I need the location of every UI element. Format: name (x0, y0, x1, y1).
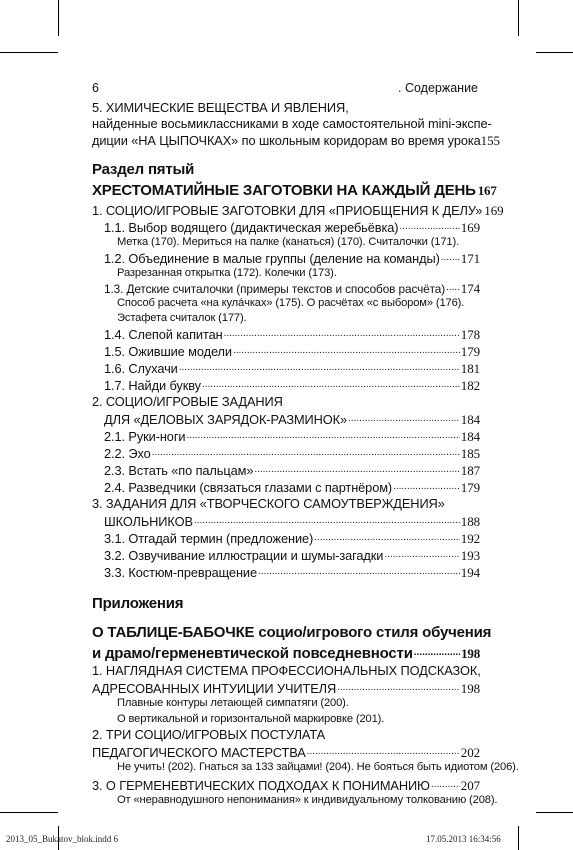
toc-entry (92, 744, 480, 761)
toc-page-number: 185 (460, 445, 480, 461)
toc-entry-label: ДЛЯ «ДЕЛОВЫХ ЗАРЯДОК-РАЗМИНОК» (104, 411, 348, 427)
toc-page-number: 171 (460, 250, 480, 266)
print-slug-filename: 2013_05_Bukatov_blok.indd 6 (6, 834, 118, 844)
leader-dots (399, 219, 459, 232)
toc-entry (104, 411, 480, 428)
toc-page-number: 187 (460, 462, 480, 478)
toc-entry-label: 1.2. Объединение в малые группы (деление на команды) (104, 250, 440, 266)
toc-entry-label: 2.1. Руки-ноги (104, 428, 186, 444)
toc-entry-label: 2. СОЦИО/ИГРОВЫЕ ЗАДАНИЯ (92, 394, 283, 409)
toc-entry-label: ПЕДАГОГИЧЕСКОГО МАСТЕРСТВА (92, 744, 306, 760)
toc-page-number: 178 (460, 326, 480, 342)
toc-page-number: 181 (460, 360, 480, 376)
toc-page-number: 184 (460, 411, 480, 427)
leader-dots (224, 326, 460, 339)
toc-page-number: 198 (460, 680, 480, 696)
leader-dots (393, 479, 460, 492)
toc-entry (104, 479, 480, 496)
toc-entry (104, 513, 480, 530)
toc-entry (104, 360, 480, 377)
toc-page-number: 194 (460, 564, 480, 580)
print-slug-timestamp: 17.05.2013 16:34:56 (426, 834, 501, 844)
leader-dots (186, 428, 459, 441)
toc-entry (92, 680, 480, 697)
section-heading: Раздел пятый (92, 161, 195, 178)
section-title (92, 180, 497, 199)
toc-subnote: Метка (170). Мериться на палке (канаться) (170). Считалочки (171). (117, 236, 460, 248)
toc-entry (92, 777, 480, 794)
toc-entry-label: 1.7. Найди букву (104, 377, 201, 393)
leader-dots (307, 744, 460, 757)
leader-dots (441, 250, 460, 263)
toc-entry (104, 281, 480, 297)
toc-page-number: 198 (461, 646, 480, 661)
toc-entry (104, 547, 480, 564)
leader-dots (431, 777, 460, 790)
toc-entry-5-line2: найденные восьмиклассниками в ходе самостоятельной mini-экспе- (92, 116, 492, 131)
toc-entry (104, 564, 480, 581)
crop-mark (0, 52, 58, 53)
leader-dots (179, 360, 460, 373)
toc-page-number: 155 (480, 133, 500, 148)
crop-mark (536, 52, 573, 53)
toc-entry-5-line1: 5. ХИМИЧЕСКИЕ ВЕЩЕСТВА И ЯВЛЕНИЯ, (92, 100, 349, 115)
toc-entry-label: 1.5. Ожившие модели (104, 343, 232, 359)
leader-dots (348, 411, 460, 424)
toc-entry (104, 530, 480, 547)
toc-entry-label: и драмо/герменевтической повседневности (92, 645, 413, 662)
crop-mark (518, 0, 519, 36)
toc-subnote: От «неравнодушного непонимания» к индивидуальному толкованию (208). (117, 794, 498, 806)
toc-entry (104, 343, 480, 360)
crop-mark (536, 812, 573, 813)
leader-dots (194, 513, 460, 526)
toc-subnote: Разрезанная открытка (172). Колечки (173). (117, 267, 337, 279)
leader-dots (384, 547, 459, 560)
toc-subnote: Способ расчета «на кулáчках» (175). О расчётах «с выбором» (176). (117, 297, 465, 309)
toc-entry-label: 1. НАГЛЯДНАЯ СИСТЕМА ПРОФЕССИОНАЛЬНЫХ ПОДСКАЗОК, (92, 663, 481, 678)
toc-entry-label: 3.1. Отгадай термин (предложение) (104, 530, 314, 546)
toc-page-number: 207 (460, 777, 480, 793)
leader-dots (258, 564, 460, 577)
appendix-title-line2 (92, 643, 480, 662)
toc-entry-label: 3.3. Костюм-превращение (104, 564, 257, 580)
toc-entry (92, 202, 504, 219)
toc-entry (104, 377, 480, 394)
toc-subnote: О вертикальной и горизонтальной маркировке (201). (117, 713, 385, 725)
section-title-label: ХРЕСТОМАТИЙНЫЕ ЗАГОТОВКИ НА КАЖДЫЙ ДЕНЬ (92, 182, 476, 199)
toc-entry-label: 3. О ГЕРМЕНЕВТИЧЕСКИХ ПОДХОДАХ К ПОНИМАНИЮ (92, 777, 430, 793)
toc-entry (104, 219, 480, 236)
toc-page-number: 192 (460, 530, 480, 546)
toc-entry-label: ШКОЛЬНИКОВ (104, 513, 193, 529)
crop-mark (518, 826, 519, 850)
toc-page-number: 169 (484, 202, 504, 218)
toc-entry-label: 2.4. Разведчики (связаться глазами с партнёром) (104, 479, 393, 495)
toc-page-number: 182 (460, 377, 480, 393)
toc-entry-label: 2. ТРИ СОЦИО/ИГРОВЫХ ПОСТУЛАТА (92, 727, 326, 742)
leader-dots (446, 281, 460, 293)
toc-entry (104, 250, 480, 267)
toc-page-number: 184 (460, 428, 480, 444)
toc-page-number: 179 (460, 479, 480, 495)
leader-dots (233, 343, 460, 356)
toc-entry-label: диции «НА ЦЫПОЧКАХ» по школьным коридорам во время урока (92, 133, 481, 148)
leader-dots (254, 462, 459, 475)
leader-dots (337, 680, 460, 693)
toc-entry-label: 3. ЗАДАНИЯ ДЛЯ «ТВОРЧЕСКОГО САМОУТВЕРЖДЕНИЯ» (92, 496, 445, 511)
toc-entry (104, 428, 480, 445)
toc-entry (104, 445, 480, 462)
crop-mark (0, 812, 58, 813)
toc-subnote: Плавные контуры летающей симпатяги (200). (117, 697, 349, 709)
toc-entry-label: 1.1. Выбор водящего (дидактическая жеребьёвка) (104, 219, 399, 235)
appendix-heading: Приложения (92, 595, 184, 612)
toc-page-number: 169 (460, 219, 480, 235)
leader-dots (314, 530, 460, 543)
toc-entry-label: 1.3. Детские считалочки (примеры текстов и способов расчёта) (104, 282, 446, 296)
toc-page-number: 188 (460, 513, 480, 529)
toc-page-number: 202 (460, 744, 480, 760)
running-header: . Содержание (398, 81, 478, 95)
toc-entry-label: 2.3. Встать «по пальцам» (104, 462, 254, 478)
appendix-title-line1: О ТАБЛИЦЕ-БАБОЧКЕ социо/игрового стиля обучения (92, 624, 492, 641)
leader-dots (202, 377, 460, 390)
toc-entry (104, 462, 480, 479)
toc-entry-label: 3.2. Озвучивание иллюстрации и шумы-загадки (104, 547, 384, 563)
toc-page-number: 167 (477, 183, 497, 198)
toc-entry-5-line3 (92, 133, 500, 149)
toc-entry (104, 326, 480, 343)
toc-entry-label: 1.4. Слепой капитан (104, 326, 223, 342)
toc-entry-label: 1. СОЦИО/ИГРОВЫЕ ЗАГОТОВКИ ДЛЯ «ПРИОБЩЕНИЯ К ДЕЛУ» (92, 202, 483, 218)
toc-page-number: 174 (460, 281, 480, 296)
toc-page-number: 193 (460, 547, 480, 563)
toc-entry-label: АДРЕСОВАННЫХ ИНТУИЦИИ УЧИТЕЛЯ (92, 680, 337, 696)
toc-entry-label: 1.6. Слухачи (104, 360, 178, 376)
toc-subnote: Эстафета считалок (177). (117, 312, 247, 324)
toc-page-number: 179 (460, 343, 480, 359)
leader-dots (414, 643, 460, 658)
toc-entry-label: 2.2. Эхо (104, 445, 151, 461)
crop-mark (58, 0, 59, 36)
toc-subnote: Не учить! (202). Гнаться за 133 зайцами! (204). Не бояться быть идиотом (206). (117, 761, 519, 773)
page-number: 6 (92, 81, 99, 95)
leader-dots (152, 445, 460, 458)
